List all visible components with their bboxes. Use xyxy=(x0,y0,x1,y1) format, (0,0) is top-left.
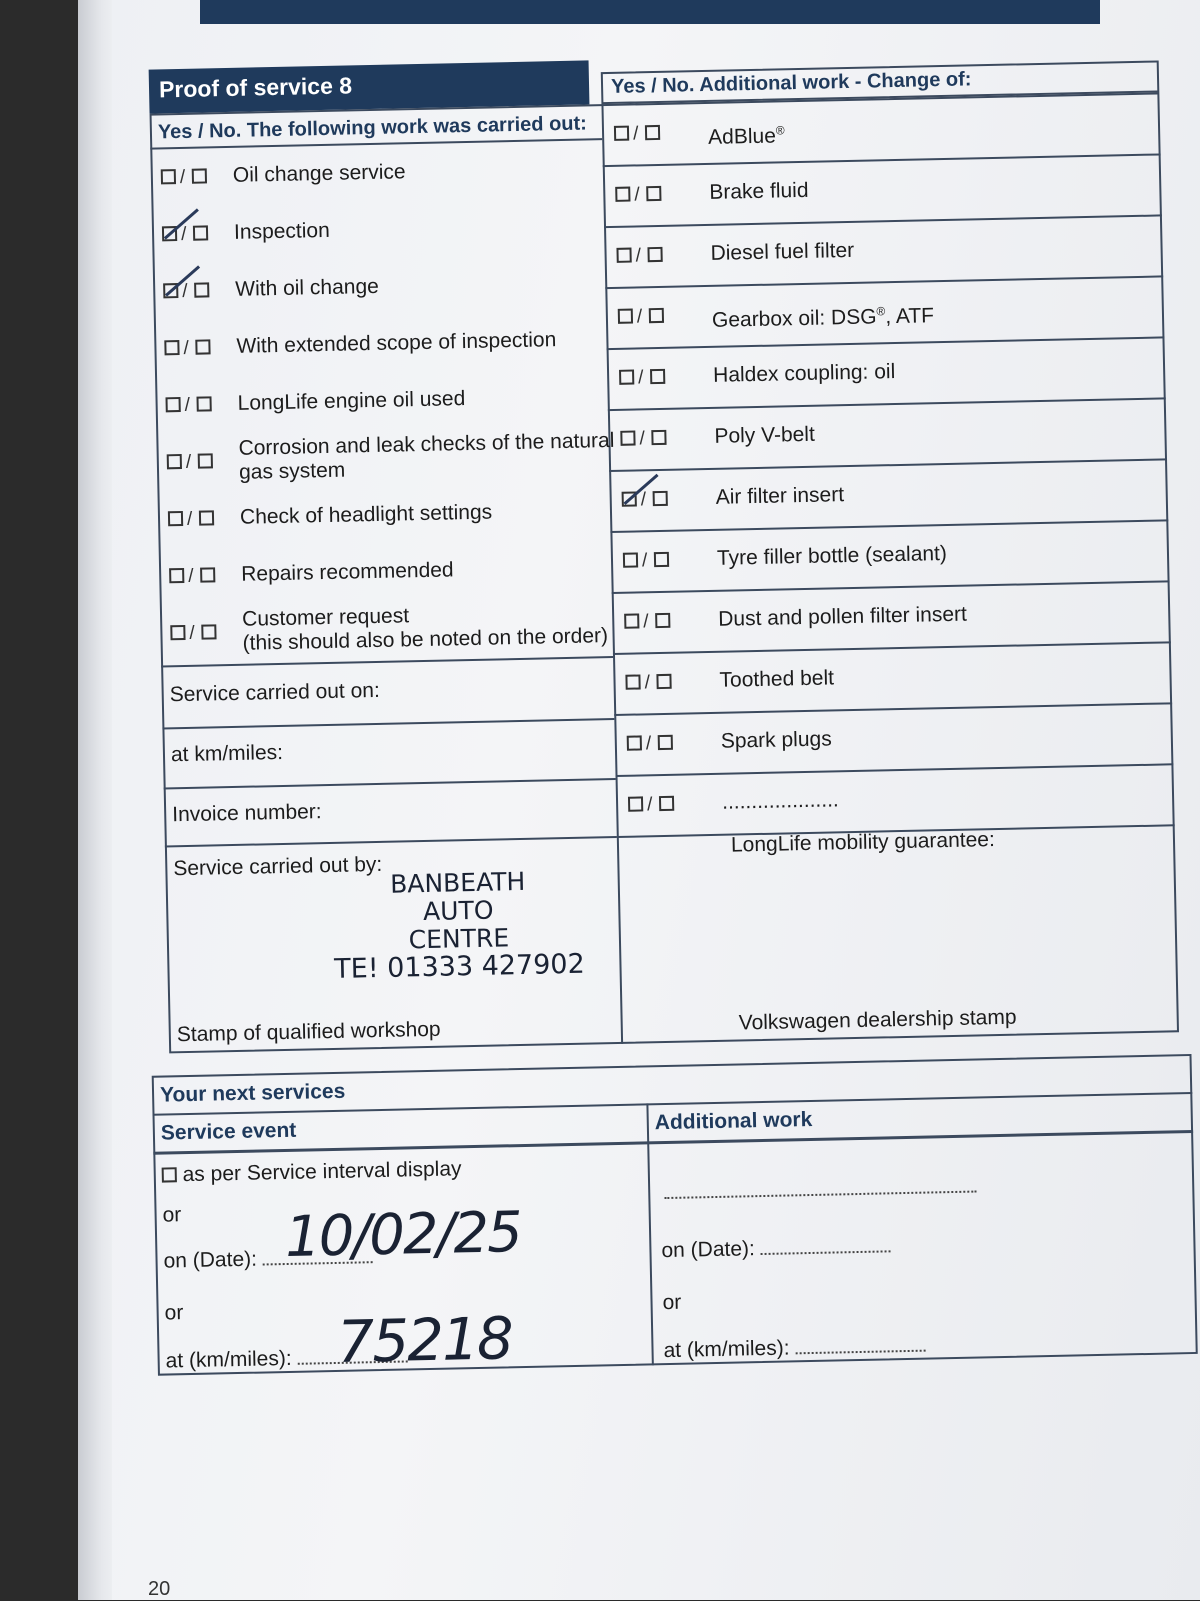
left-work-item: Repairs recommended xyxy=(240,558,454,586)
workshop-stamp xyxy=(327,867,589,984)
additional-work-item: Haldex coupling: oil xyxy=(712,360,896,387)
right-yes-no-checkbox[interactable] xyxy=(619,367,666,390)
no-box[interactable] xyxy=(657,674,672,689)
no-box[interactable] xyxy=(650,369,665,384)
slash: / xyxy=(643,611,652,633)
dealership-stamp-label: Volkswagen dealership stamp xyxy=(738,1005,1017,1035)
handwritten-date: 10/02/25 xyxy=(284,1200,522,1271)
slash: / xyxy=(645,733,655,755)
slash: / xyxy=(640,489,650,511)
registered-mark: ® xyxy=(876,304,886,319)
slash: / xyxy=(632,123,642,145)
handwritten-mileage: 75218 xyxy=(336,1304,513,1376)
left-yes-no-checkbox[interactable] xyxy=(164,337,211,360)
slash: / xyxy=(182,280,191,302)
no-box[interactable] xyxy=(648,247,663,262)
slash: / xyxy=(639,428,648,450)
no-box[interactable] xyxy=(202,624,217,639)
no-box[interactable] xyxy=(659,796,674,811)
additional-work-item: Spark plugs xyxy=(720,727,832,753)
no-box[interactable] xyxy=(653,491,668,506)
slash: / xyxy=(634,184,643,206)
left-work-item: Customer request xyxy=(241,604,410,631)
right-yes-no-checkbox[interactable] xyxy=(614,123,661,146)
yes-box[interactable] xyxy=(167,454,182,469)
additional-work-item: Dust and pollen filter insert xyxy=(718,602,968,631)
yes-box[interactable] xyxy=(618,309,633,324)
no-box[interactable] xyxy=(196,339,211,354)
left-work-item-cont: (this should also be noted on the order) xyxy=(242,624,609,655)
left-header: Yes / No. The following work was carried out: xyxy=(157,112,588,144)
next-services-heading: Your next services xyxy=(159,1079,346,1107)
yes-box[interactable] xyxy=(164,340,179,355)
carried-out-by-label: Service carried out by: xyxy=(173,852,383,881)
yes-box[interactable] xyxy=(615,187,630,202)
page-title: Proof of service 8 xyxy=(158,72,353,103)
slash: / xyxy=(183,337,192,359)
additional-work-item: Tyre filler bottle (sealant) xyxy=(716,542,948,570)
checkbox[interactable] xyxy=(162,1167,177,1182)
additional-work-header: Additional work xyxy=(654,1107,813,1135)
no-box[interactable] xyxy=(199,510,214,525)
no-box[interactable] xyxy=(646,186,661,201)
left-yes-no-checkbox[interactable] xyxy=(162,223,209,246)
no-box[interactable] xyxy=(655,613,670,628)
left-yes-no-checkbox[interactable] xyxy=(161,166,208,189)
stamp-line: BANBEATH xyxy=(389,866,526,899)
additional-work-item: Air filter insert xyxy=(715,483,845,509)
yes-box[interactable] xyxy=(628,796,643,811)
service-date-label: Service carried out on: xyxy=(169,678,381,707)
additional-work-item: Poly V-belt xyxy=(714,422,816,448)
slash: / xyxy=(646,794,656,816)
slash: / xyxy=(184,394,194,416)
yes-box[interactable] xyxy=(623,552,638,567)
service-interval-label: as per Service interval display xyxy=(182,1157,462,1187)
right-yes-no-checkbox[interactable] xyxy=(627,733,674,756)
additional-work-item: Toothed belt xyxy=(719,666,835,692)
service-form xyxy=(130,18,1198,1379)
yes-box[interactable] xyxy=(624,613,639,628)
page-number: 20 xyxy=(148,1578,171,1600)
right-yes-no-checkbox[interactable] xyxy=(616,245,663,268)
right-yes-no-checkbox[interactable] xyxy=(620,428,667,451)
yes-box[interactable] xyxy=(161,169,176,184)
no-box[interactable] xyxy=(198,453,213,468)
right-yes-no-checkbox[interactable] xyxy=(628,794,675,817)
yes-box[interactable] xyxy=(168,511,183,526)
slash: / xyxy=(180,223,190,245)
yes-box[interactable] xyxy=(627,735,642,750)
left-work-item: Corrosion and leak checks of the natural xyxy=(238,428,615,460)
slash: / xyxy=(636,306,646,328)
no-box[interactable] xyxy=(654,552,669,567)
additional-work-item: .................... xyxy=(721,788,840,814)
service-event-header: Service event xyxy=(160,1118,297,1145)
no-box[interactable] xyxy=(192,168,207,183)
left-work-item: Oil change service xyxy=(232,160,406,187)
left-work-item: With extended scope of inspection xyxy=(236,328,557,358)
next-km-text: at (km/miles): xyxy=(165,1346,292,1373)
left-work-item: Check of headlight settings xyxy=(239,500,493,529)
no-box[interactable] xyxy=(645,125,660,140)
left-yes-no-checkbox[interactable] xyxy=(167,451,214,474)
additional-date-text: on (Date): xyxy=(661,1237,756,1263)
booklet-spine xyxy=(78,0,112,1600)
slash: / xyxy=(188,565,197,587)
no-box[interactable] xyxy=(194,282,209,297)
additional-work-item: Brake fluid xyxy=(709,178,809,204)
left-yes-no-checkbox[interactable] xyxy=(168,508,215,531)
additional-date-dots xyxy=(761,1250,891,1255)
right-yes-no-checkbox[interactable] xyxy=(615,184,662,207)
slash: / xyxy=(641,550,651,572)
right-yes-no-checkbox[interactable] xyxy=(624,611,671,634)
stamp-line: CENTRE xyxy=(408,923,510,955)
left-work-item: With oil change xyxy=(235,274,380,301)
yes-box[interactable] xyxy=(169,568,184,583)
no-box[interactable] xyxy=(658,735,673,750)
slash: / xyxy=(635,245,645,267)
or-label: or xyxy=(162,1203,182,1227)
left-work-item: LongLife engine oil used xyxy=(237,387,466,415)
no-box[interactable] xyxy=(200,567,215,582)
no-box[interactable] xyxy=(193,225,208,240)
stamp-line: AUTO xyxy=(422,895,494,927)
right-header: Yes / No. Additional work - Change of: xyxy=(610,68,972,98)
no-box[interactable] xyxy=(197,396,212,411)
km-miles-label: at km/miles: xyxy=(170,740,284,767)
left-work-item: Inspection xyxy=(233,218,331,244)
invoice-label: Invoice number: xyxy=(171,800,322,827)
right-yes-no-checkbox[interactable] xyxy=(623,550,670,573)
slash: / xyxy=(637,367,647,389)
yes-box[interactable] xyxy=(616,248,631,263)
longlife-guarantee-label: LongLife mobility guarantee: xyxy=(730,828,996,857)
slash: / xyxy=(189,622,198,644)
no-box[interactable] xyxy=(652,430,667,445)
yes-box[interactable] xyxy=(170,625,185,640)
additional-km-text: at (km/miles): xyxy=(663,1336,790,1363)
additional-work-item: AdBlue® xyxy=(707,123,785,149)
or-label: or xyxy=(164,1301,184,1325)
slash: / xyxy=(644,672,654,694)
left-yes-no-checkbox[interactable] xyxy=(169,565,216,588)
slash: / xyxy=(186,508,196,530)
header-bar xyxy=(200,0,1100,24)
stamp-phone: TE! 01333 427902 xyxy=(333,948,586,985)
no-box[interactable] xyxy=(649,308,664,323)
left-work-item-cont: gas system xyxy=(238,458,346,484)
additional-km-dots xyxy=(795,1350,925,1355)
left-yes-no-checkbox[interactable] xyxy=(170,622,217,645)
slash: / xyxy=(185,451,195,473)
slash: / xyxy=(179,166,189,188)
right-yes-no-checkbox[interactable] xyxy=(622,489,669,512)
left-yes-no-checkbox[interactable] xyxy=(163,280,210,303)
yes-box[interactable] xyxy=(620,431,635,446)
additional-work-item: Gearbox oil: DSG®, ATF xyxy=(711,304,935,332)
next-date-text: on (Date): xyxy=(163,1247,258,1273)
registered-mark: ® xyxy=(775,123,785,138)
right-yes-no-checkbox[interactable] xyxy=(625,672,672,695)
yes-box[interactable] xyxy=(614,126,629,141)
additional-date-label xyxy=(661,1234,891,1263)
yes-box[interactable] xyxy=(619,370,634,385)
workshop-stamp-label: Stamp of qualified workshop xyxy=(176,1017,441,1047)
left-yes-no-checkbox[interactable] xyxy=(165,394,212,417)
right-yes-no-checkbox[interactable] xyxy=(618,306,665,329)
additional-work-item: Diesel fuel filter xyxy=(710,238,855,265)
yes-box[interactable] xyxy=(165,397,180,412)
or-label: or xyxy=(662,1290,682,1315)
yes-box[interactable] xyxy=(625,674,640,689)
